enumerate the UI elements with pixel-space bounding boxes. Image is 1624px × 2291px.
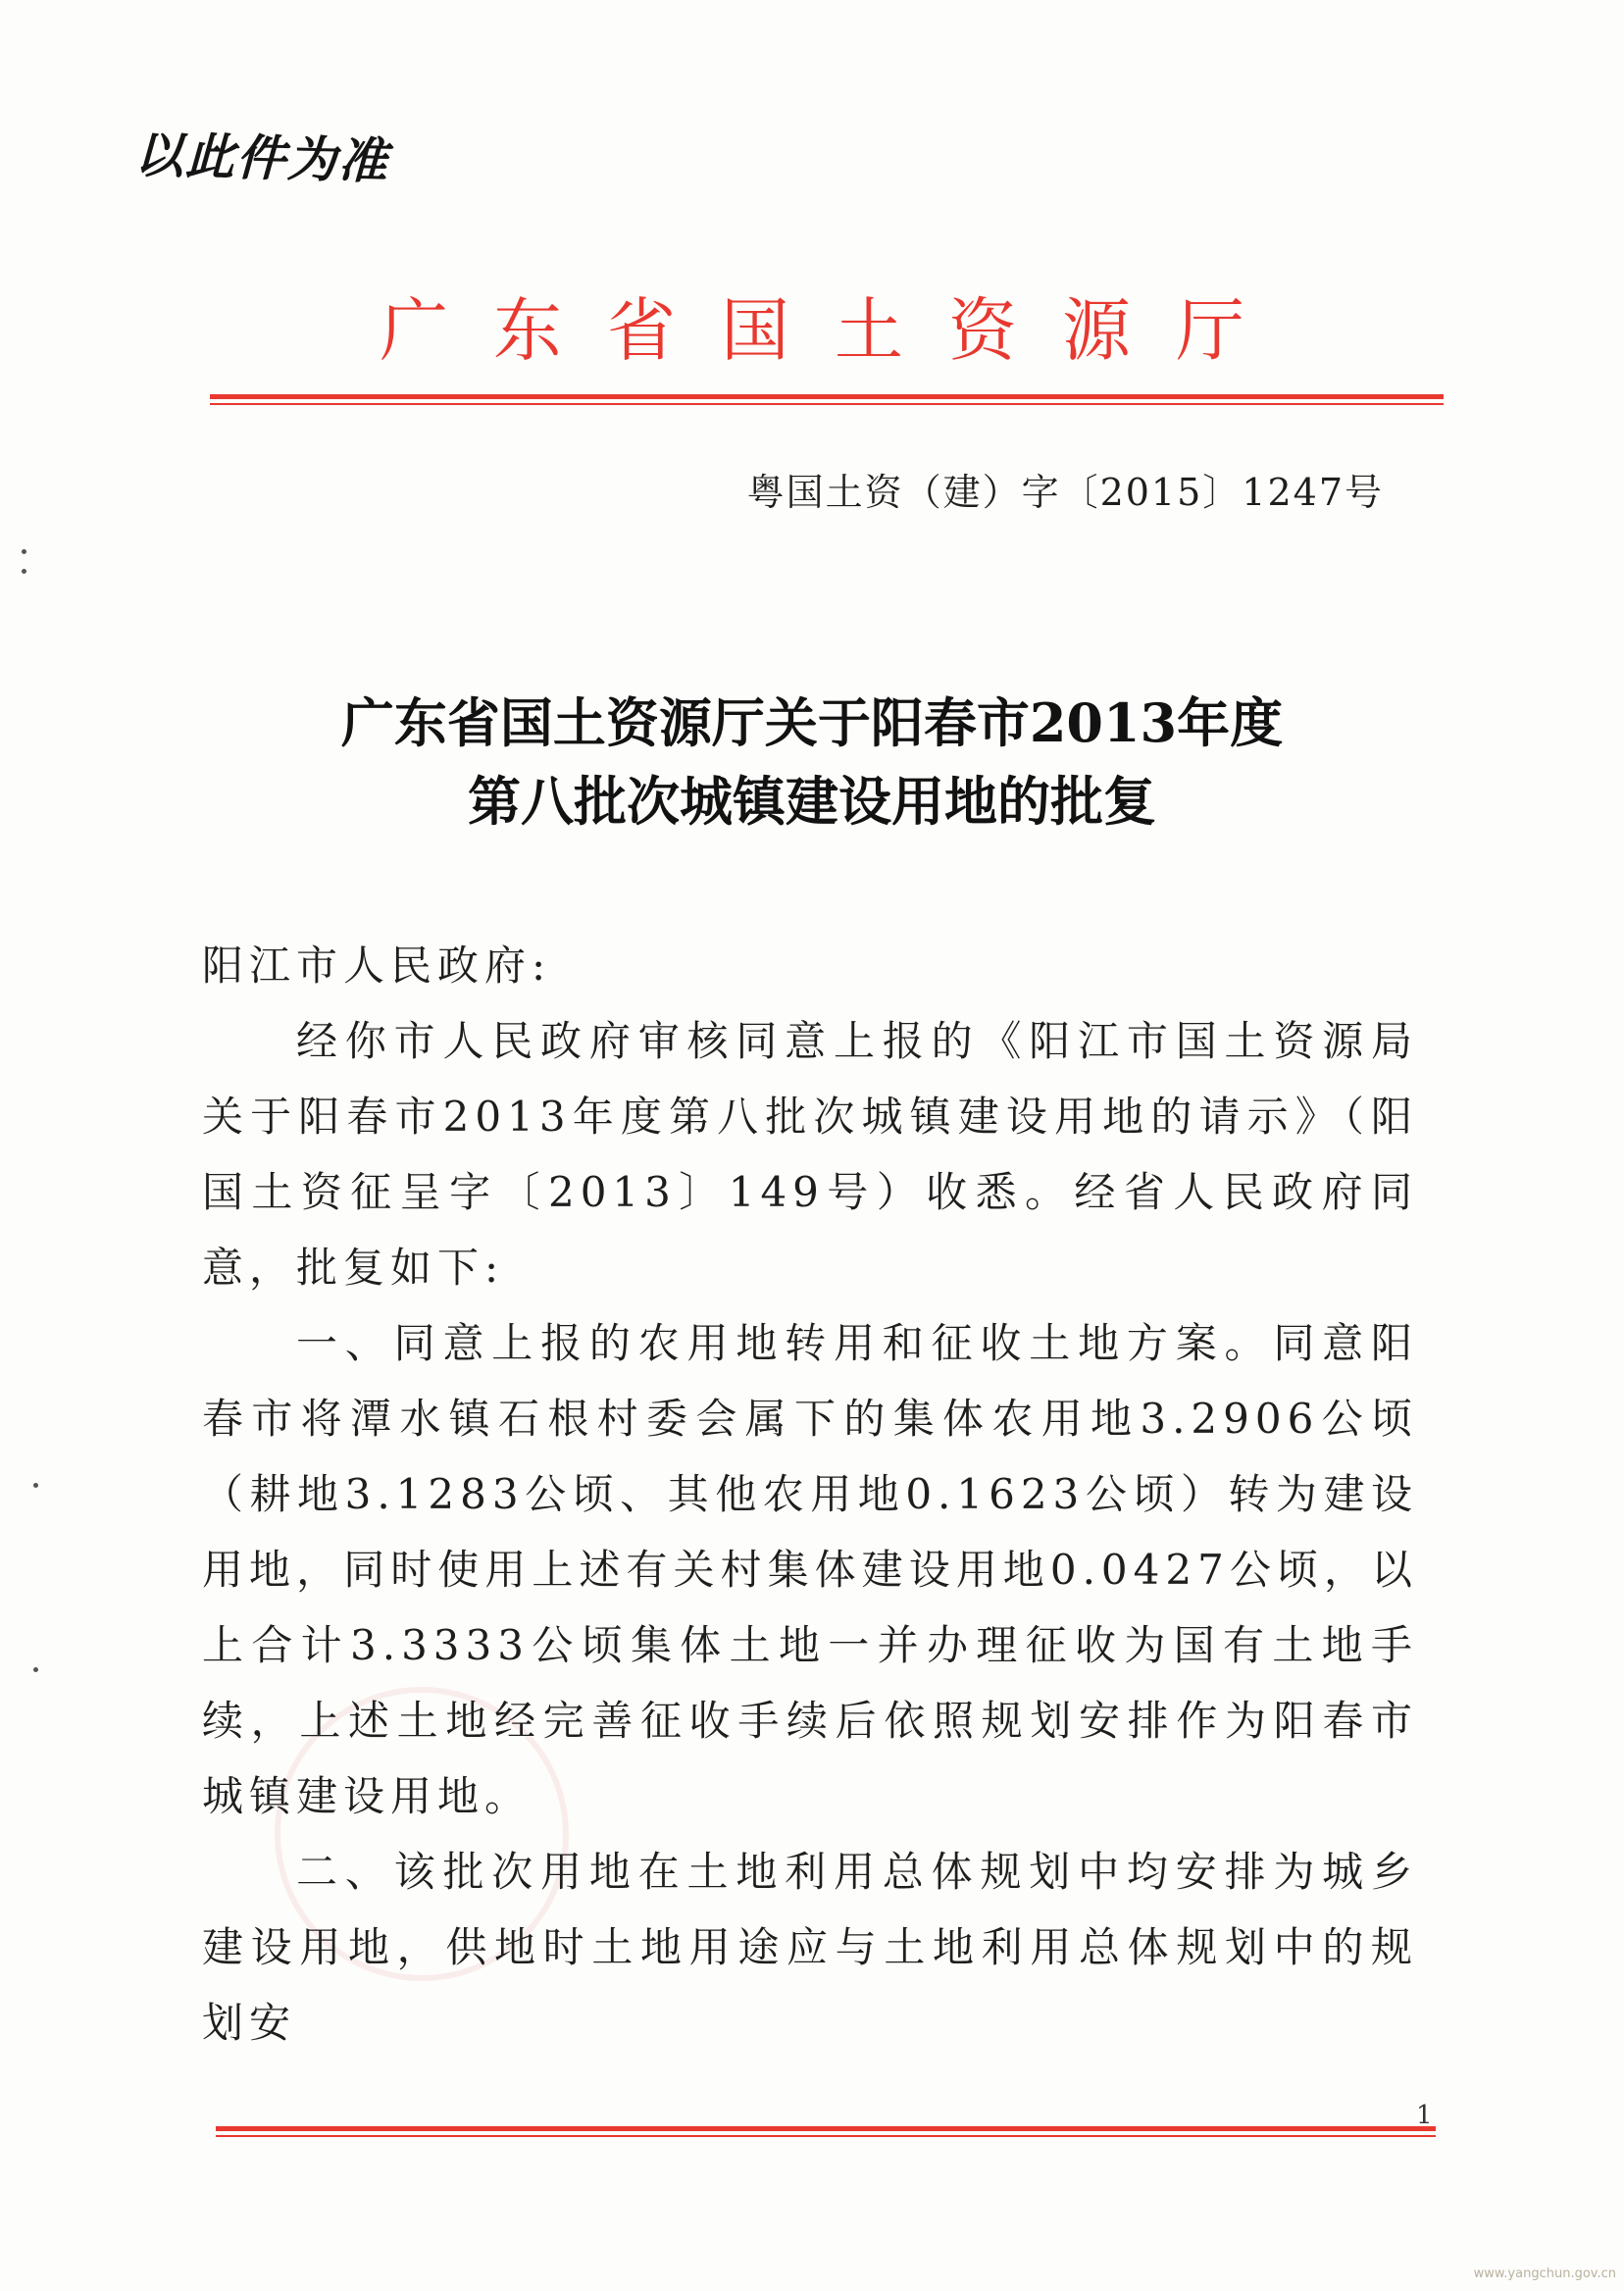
- body-paragraph-2: 一、同意上报的农用地转用和征收土地方案。同意阳春市将潭水镇石根村委会属下的集体农用地3.2906公顷（耕地3.1283公顷、其他农用地0.1623公顷）转为建设用地，同时使用上述有关村集体建设用地0.0427公顷，以上合计3.3333公顷集体土地一并办理征收为国有土地手续，上述土地经完善征收手续后依照规划安排作为阳春市城镇建设用地。: [202, 1319, 1418, 1820]
- footer-rule-thick: [216, 2126, 1436, 2131]
- document-number: 粤国土资（建）字〔2015〕1247号: [746, 471, 1384, 514]
- agency-letterhead: 广东省国土资源厅: [380, 290, 1290, 371]
- site-watermark: www.yangchun.gov.cn: [1473, 2266, 1616, 2281]
- document-title-line-1: 广东省国土资源厅关于阳春市2013年度: [340, 691, 1284, 754]
- page-number: 1: [1416, 2101, 1433, 2130]
- handwritten-note: 以此件为准: [133, 126, 390, 190]
- salutation: 阳江市人民政府:: [202, 942, 552, 990]
- scan-artifact-dot: [22, 569, 26, 574]
- document-title-line-2: 第八批次城镇建设用地的批复: [468, 770, 1156, 833]
- body-paragraph-1: 经你市人民政府审核同意上报的《阳江市国土资源局关于阳春市2013年度第八批次城镇建设用地的请示》（阳国土资征呈字〔2013〕149号）收悉。经省人民政府同意，批复如下:: [202, 1017, 1418, 1292]
- scan-artifact-dot: [22, 549, 26, 554]
- document-body: [202, 928, 1418, 2061]
- footer-rule-thin: [216, 2135, 1436, 2137]
- scan-artifact-dot: [33, 1667, 38, 1672]
- scan-artifact-dot: [33, 1483, 38, 1488]
- letterhead-rule-thin: [210, 403, 1444, 405]
- letterhead-rule-thick: [210, 394, 1444, 399]
- body-paragraph-3: 二、该批次用地在土地利用总体规划中均安排为城乡建设用地，供地时土地用途应与土地利用总体规划中的规划安: [202, 1848, 1418, 2047]
